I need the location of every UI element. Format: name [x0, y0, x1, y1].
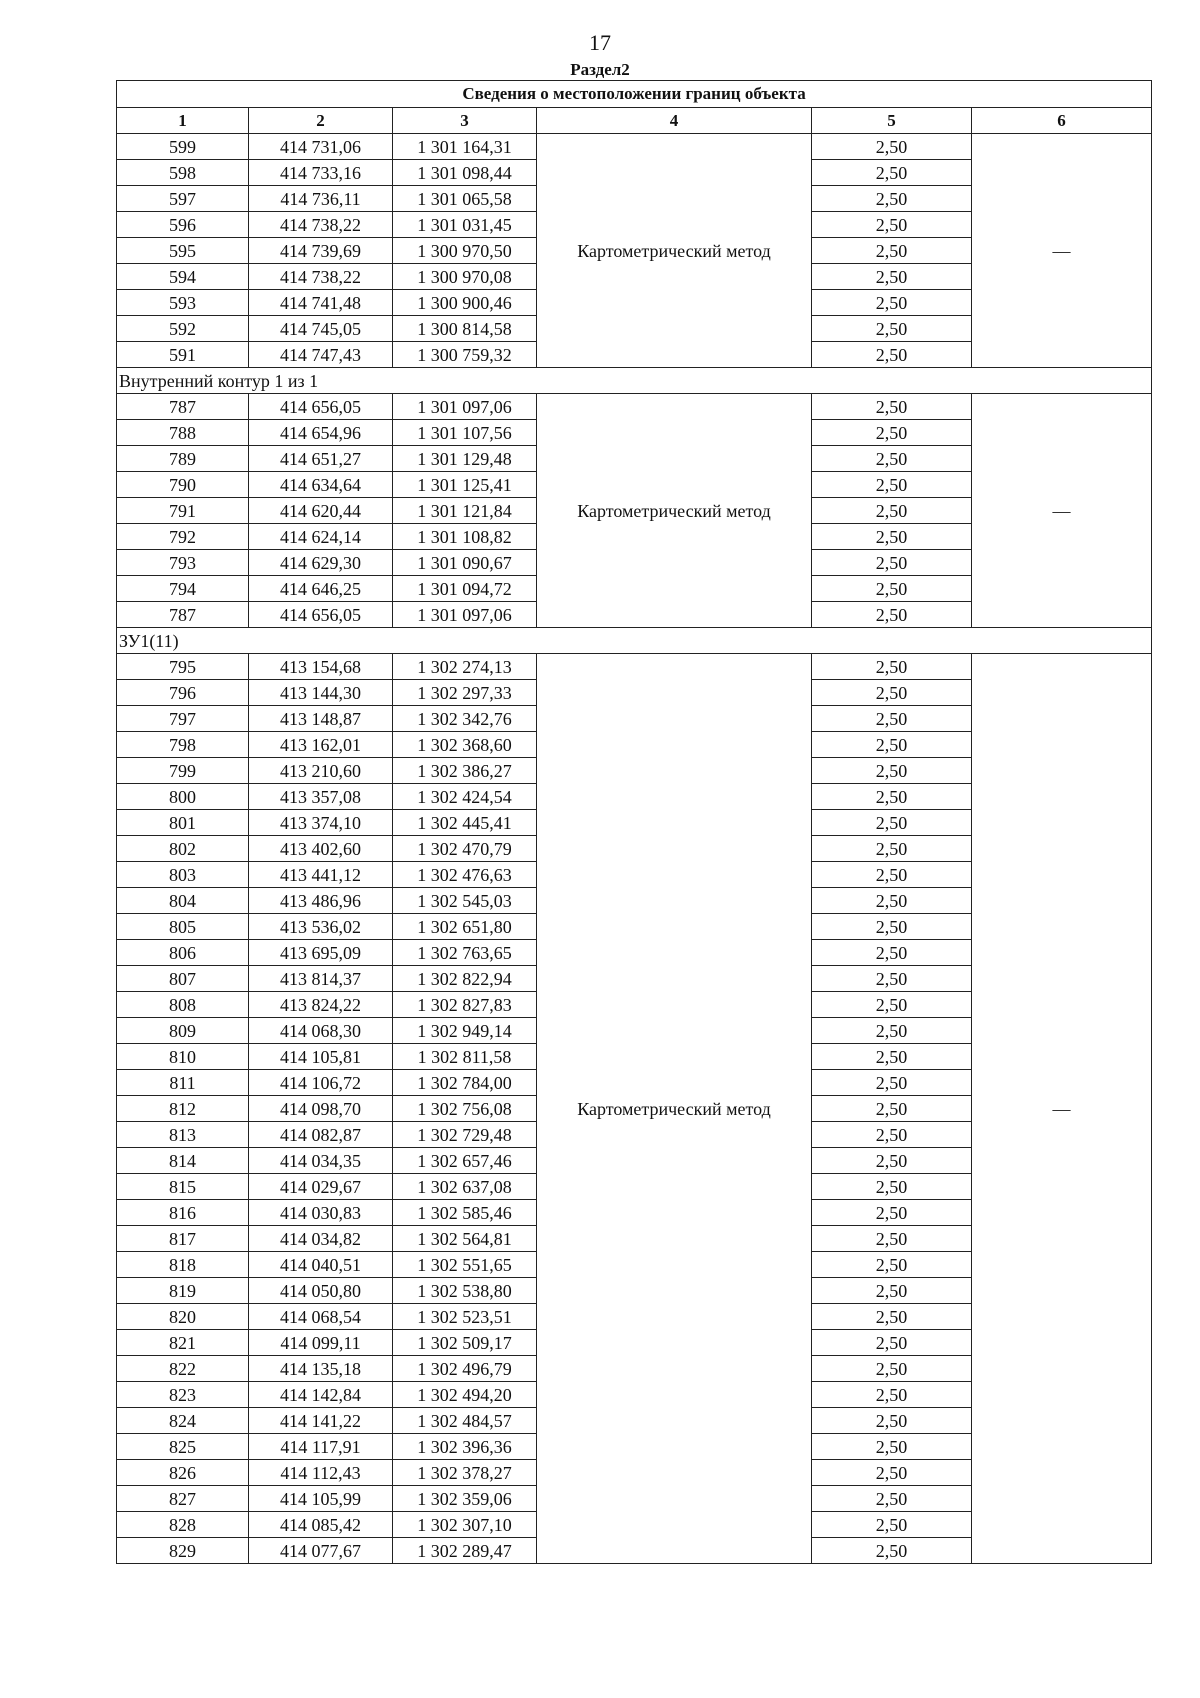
x-coordinate-cell: 414 135,18: [249, 1356, 393, 1382]
accuracy-cell: 2,50: [812, 420, 972, 446]
point-number-cell: 826: [117, 1460, 249, 1486]
point-number-cell: 593: [117, 290, 249, 316]
column-header: 6: [972, 108, 1152, 134]
point-number-cell: 789: [117, 446, 249, 472]
accuracy-cell: 2,50: [812, 706, 972, 732]
accuracy-cell: 2,50: [812, 732, 972, 758]
y-coordinate-cell: 1 302 637,08: [393, 1174, 537, 1200]
accuracy-cell: 2,50: [812, 784, 972, 810]
y-coordinate-cell: 1 300 759,32: [393, 342, 537, 368]
x-coordinate-cell: 414 747,43: [249, 342, 393, 368]
y-coordinate-cell: 1 300 970,50: [393, 238, 537, 264]
column-6-cell: —: [972, 394, 1152, 628]
point-number-cell: 821: [117, 1330, 249, 1356]
x-coordinate-cell: 414 068,30: [249, 1018, 393, 1044]
column-6-cell: —: [972, 134, 1152, 368]
column-header: 2: [249, 108, 393, 134]
point-number-cell: 829: [117, 1538, 249, 1564]
accuracy-cell: 2,50: [812, 290, 972, 316]
y-coordinate-cell: 1 301 031,45: [393, 212, 537, 238]
y-coordinate-cell: 1 302 756,08: [393, 1096, 537, 1122]
y-coordinate-cell: 1 302 359,06: [393, 1486, 537, 1512]
accuracy-cell: 2,50: [812, 134, 972, 160]
x-coordinate-cell: 413 486,96: [249, 888, 393, 914]
x-coordinate-cell: 413 154,68: [249, 654, 393, 680]
accuracy-cell: 2,50: [812, 1174, 972, 1200]
y-coordinate-cell: 1 302 470,79: [393, 836, 537, 862]
point-number-cell: 591: [117, 342, 249, 368]
point-number-cell: 802: [117, 836, 249, 862]
accuracy-cell: 2,50: [812, 836, 972, 862]
point-number-cell: 819: [117, 1278, 249, 1304]
accuracy-cell: 2,50: [812, 1096, 972, 1122]
point-number-cell: 810: [117, 1044, 249, 1070]
y-coordinate-cell: 1 302 307,10: [393, 1512, 537, 1538]
point-number-cell: 828: [117, 1512, 249, 1538]
y-coordinate-cell: 1 302 763,65: [393, 940, 537, 966]
y-coordinate-cell: 1 302 564,81: [393, 1226, 537, 1252]
x-coordinate-cell: 414 099,11: [249, 1330, 393, 1356]
y-coordinate-cell: 1 302 496,79: [393, 1356, 537, 1382]
point-number-cell: 790: [117, 472, 249, 498]
x-coordinate-cell: 413 162,01: [249, 732, 393, 758]
column-number-row: [117, 108, 1152, 134]
accuracy-cell: 2,50: [812, 1278, 972, 1304]
x-coordinate-cell: 414 030,83: [249, 1200, 393, 1226]
y-coordinate-cell: 1 301 164,31: [393, 134, 537, 160]
x-coordinate-cell: 413 148,87: [249, 706, 393, 732]
point-number-cell: 598: [117, 160, 249, 186]
accuracy-cell: 2,50: [812, 966, 972, 992]
contour-label: Внутренний контур 1 из 1: [117, 368, 1152, 394]
x-coordinate-cell: 413 357,08: [249, 784, 393, 810]
x-coordinate-cell: 413 536,02: [249, 914, 393, 940]
point-number-cell: 804: [117, 888, 249, 914]
x-coordinate-cell: 414 646,25: [249, 576, 393, 602]
accuracy-cell: 2,50: [812, 1486, 972, 1512]
y-coordinate-cell: 1 300 900,46: [393, 290, 537, 316]
accuracy-cell: 2,50: [812, 1382, 972, 1408]
point-number-cell: 597: [117, 186, 249, 212]
x-coordinate-cell: 414 050,80: [249, 1278, 393, 1304]
x-coordinate-cell: 414 112,43: [249, 1460, 393, 1486]
x-coordinate-cell: 414 731,06: [249, 134, 393, 160]
x-coordinate-cell: 414 098,70: [249, 1096, 393, 1122]
point-number-cell: 792: [117, 524, 249, 550]
y-coordinate-cell: 1 301 107,56: [393, 420, 537, 446]
y-coordinate-cell: 1 301 065,58: [393, 186, 537, 212]
x-coordinate-cell: 414 738,22: [249, 212, 393, 238]
x-coordinate-cell: 414 082,87: [249, 1122, 393, 1148]
y-coordinate-cell: 1 302 386,27: [393, 758, 537, 784]
accuracy-cell: 2,50: [812, 446, 972, 472]
y-coordinate-cell: 1 301 097,06: [393, 602, 537, 628]
accuracy-cell: 2,50: [812, 1538, 972, 1564]
y-coordinate-cell: 1 301 108,82: [393, 524, 537, 550]
accuracy-cell: 2,50: [812, 1252, 972, 1278]
point-number-cell: 812: [117, 1096, 249, 1122]
method-cell: Картометрический метод: [537, 654, 812, 1564]
accuracy-cell: 2,50: [812, 940, 972, 966]
x-coordinate-cell: 414 656,05: [249, 394, 393, 420]
x-coordinate-cell: 414 040,51: [249, 1252, 393, 1278]
point-number-cell: 809: [117, 1018, 249, 1044]
accuracy-cell: 2,50: [812, 862, 972, 888]
point-number-cell: 817: [117, 1226, 249, 1252]
y-coordinate-cell: 1 302 784,00: [393, 1070, 537, 1096]
column-header: 4: [537, 108, 812, 134]
x-coordinate-cell: 414 141,22: [249, 1408, 393, 1434]
accuracy-cell: 2,50: [812, 1018, 972, 1044]
x-coordinate-cell: 414 029,67: [249, 1174, 393, 1200]
contour-label: ЗУ1(11): [117, 628, 1152, 654]
y-coordinate-cell: 1 302 811,58: [393, 1044, 537, 1070]
y-coordinate-cell: 1 302 396,36: [393, 1434, 537, 1460]
accuracy-cell: 2,50: [812, 524, 972, 550]
accuracy-cell: 2,50: [812, 810, 972, 836]
point-number-cell: 807: [117, 966, 249, 992]
accuracy-cell: 2,50: [812, 1200, 972, 1226]
x-coordinate-cell: 414 624,14: [249, 524, 393, 550]
x-coordinate-cell: 414 068,54: [249, 1304, 393, 1330]
x-coordinate-cell: 414 736,11: [249, 186, 393, 212]
point-number-cell: 801: [117, 810, 249, 836]
section-title: Раздел2: [570, 60, 630, 79]
y-coordinate-cell: 1 302 657,46: [393, 1148, 537, 1174]
accuracy-cell: 2,50: [812, 472, 972, 498]
point-number-cell: 793: [117, 550, 249, 576]
point-number-cell: 596: [117, 212, 249, 238]
contour-label-row: [117, 628, 1152, 654]
table-row: [117, 654, 1152, 680]
y-coordinate-cell: 1 301 121,84: [393, 498, 537, 524]
x-coordinate-cell: 414 620,44: [249, 498, 393, 524]
accuracy-cell: 2,50: [812, 1460, 972, 1486]
accuracy-cell: 2,50: [812, 550, 972, 576]
x-coordinate-cell: 414 142,84: [249, 1382, 393, 1408]
x-coordinate-cell: 414 105,81: [249, 1044, 393, 1070]
y-coordinate-cell: 1 302 445,41: [393, 810, 537, 836]
accuracy-cell: 2,50: [812, 238, 972, 264]
point-number-cell: 815: [117, 1174, 249, 1200]
y-coordinate-cell: 1 301 094,72: [393, 576, 537, 602]
y-coordinate-cell: 1 301 097,06: [393, 394, 537, 420]
point-number-cell: 791: [117, 498, 249, 524]
column-header: 5: [812, 108, 972, 134]
x-coordinate-cell: 413 210,60: [249, 758, 393, 784]
accuracy-cell: 2,50: [812, 654, 972, 680]
y-coordinate-cell: 1 301 129,48: [393, 446, 537, 472]
contour-label-row: [117, 368, 1152, 394]
accuracy-cell: 2,50: [812, 160, 972, 186]
page-number: 17: [589, 30, 611, 55]
accuracy-cell: 2,50: [812, 680, 972, 706]
x-coordinate-cell: 414 656,05: [249, 602, 393, 628]
point-number-cell: 813: [117, 1122, 249, 1148]
column-6-cell: —: [972, 654, 1152, 1564]
accuracy-cell: 2,50: [812, 1434, 972, 1460]
y-coordinate-cell: 1 300 970,08: [393, 264, 537, 290]
y-coordinate-cell: 1 302 424,54: [393, 784, 537, 810]
accuracy-cell: 2,50: [812, 1122, 972, 1148]
accuracy-cell: 2,50: [812, 1044, 972, 1070]
y-coordinate-cell: 1 302 523,51: [393, 1304, 537, 1330]
point-number-cell: 797: [117, 706, 249, 732]
y-coordinate-cell: 1 302 651,80: [393, 914, 537, 940]
x-coordinate-cell: 414 106,72: [249, 1070, 393, 1096]
y-coordinate-cell: 1 301 098,44: [393, 160, 537, 186]
point-number-cell: 805: [117, 914, 249, 940]
point-number-cell: 827: [117, 1486, 249, 1512]
accuracy-cell: 2,50: [812, 1330, 972, 1356]
accuracy-cell: 2,50: [812, 758, 972, 784]
y-coordinate-cell: 1 302 289,47: [393, 1538, 537, 1564]
point-number-cell: 811: [117, 1070, 249, 1096]
accuracy-cell: 2,50: [812, 1408, 972, 1434]
table-body: [117, 134, 1152, 1564]
method-cell: Картометрический метод: [537, 134, 812, 368]
y-coordinate-cell: 1 302 827,83: [393, 992, 537, 1018]
x-coordinate-cell: 414 085,42: [249, 1512, 393, 1538]
accuracy-cell: 2,50: [812, 186, 972, 212]
point-number-cell: 816: [117, 1200, 249, 1226]
x-coordinate-cell: 414 117,91: [249, 1434, 393, 1460]
point-number-cell: 824: [117, 1408, 249, 1434]
y-coordinate-cell: 1 301 125,41: [393, 472, 537, 498]
boundary-coordinates-table: [116, 80, 1152, 1564]
accuracy-cell: 2,50: [812, 1356, 972, 1382]
x-coordinate-cell: 414 741,48: [249, 290, 393, 316]
table-row: [117, 394, 1152, 420]
point-number-cell: 800: [117, 784, 249, 810]
y-coordinate-cell: 1 302 368,60: [393, 732, 537, 758]
accuracy-cell: 2,50: [812, 212, 972, 238]
y-coordinate-cell: 1 302 822,94: [393, 966, 537, 992]
point-number-cell: 808: [117, 992, 249, 1018]
accuracy-cell: 2,50: [812, 264, 972, 290]
accuracy-cell: 2,50: [812, 394, 972, 420]
point-number-cell: 799: [117, 758, 249, 784]
point-number-cell: 818: [117, 1252, 249, 1278]
column-header: 1: [117, 108, 249, 134]
x-coordinate-cell: 414 654,96: [249, 420, 393, 446]
accuracy-cell: 2,50: [812, 342, 972, 368]
accuracy-cell: 2,50: [812, 992, 972, 1018]
point-number-cell: 787: [117, 602, 249, 628]
x-coordinate-cell: 414 739,69: [249, 238, 393, 264]
accuracy-cell: 2,50: [812, 498, 972, 524]
point-number-cell: 594: [117, 264, 249, 290]
y-coordinate-cell: 1 302 476,63: [393, 862, 537, 888]
point-number-cell: 599: [117, 134, 249, 160]
table-caption-row: [117, 81, 1152, 108]
x-coordinate-cell: 414 733,16: [249, 160, 393, 186]
x-coordinate-cell: 413 144,30: [249, 680, 393, 706]
accuracy-cell: 2,50: [812, 1226, 972, 1252]
point-number-cell: 806: [117, 940, 249, 966]
y-coordinate-cell: 1 302 949,14: [393, 1018, 537, 1044]
x-coordinate-cell: 414 034,82: [249, 1226, 393, 1252]
column-header: 3: [393, 108, 537, 134]
point-number-cell: 595: [117, 238, 249, 264]
point-number-cell: 814: [117, 1148, 249, 1174]
x-coordinate-cell: 414 745,05: [249, 316, 393, 342]
point-number-cell: 803: [117, 862, 249, 888]
table-caption: Сведения о местоположении границ объекта: [117, 81, 1152, 108]
y-coordinate-cell: 1 302 538,80: [393, 1278, 537, 1304]
accuracy-cell: 2,50: [812, 1148, 972, 1174]
y-coordinate-cell: 1 302 585,46: [393, 1200, 537, 1226]
y-coordinate-cell: 1 302 494,20: [393, 1382, 537, 1408]
x-coordinate-cell: 414 034,35: [249, 1148, 393, 1174]
x-coordinate-cell: 414 634,64: [249, 472, 393, 498]
y-coordinate-cell: 1 302 509,17: [393, 1330, 537, 1356]
y-coordinate-cell: 1 302 729,48: [393, 1122, 537, 1148]
point-number-cell: 787: [117, 394, 249, 420]
x-coordinate-cell: 413 374,10: [249, 810, 393, 836]
point-number-cell: 592: [117, 316, 249, 342]
accuracy-cell: 2,50: [812, 576, 972, 602]
y-coordinate-cell: 1 302 545,03: [393, 888, 537, 914]
accuracy-cell: 2,50: [812, 914, 972, 940]
x-coordinate-cell: 414 077,67: [249, 1538, 393, 1564]
x-coordinate-cell: 414 105,99: [249, 1486, 393, 1512]
method-cell: Картометрический метод: [537, 394, 812, 628]
accuracy-cell: 2,50: [812, 888, 972, 914]
accuracy-cell: 2,50: [812, 316, 972, 342]
point-number-cell: 822: [117, 1356, 249, 1382]
y-coordinate-cell: 1 301 090,67: [393, 550, 537, 576]
y-coordinate-cell: 1 302 297,33: [393, 680, 537, 706]
x-coordinate-cell: 413 441,12: [249, 862, 393, 888]
point-number-cell: 798: [117, 732, 249, 758]
y-coordinate-cell: 1 302 484,57: [393, 1408, 537, 1434]
point-number-cell: 795: [117, 654, 249, 680]
table-row: [117, 134, 1152, 160]
x-coordinate-cell: 414 629,30: [249, 550, 393, 576]
x-coordinate-cell: 413 402,60: [249, 836, 393, 862]
accuracy-cell: 2,50: [812, 1304, 972, 1330]
x-coordinate-cell: 413 824,22: [249, 992, 393, 1018]
point-number-cell: 796: [117, 680, 249, 706]
x-coordinate-cell: 413 814,37: [249, 966, 393, 992]
x-coordinate-cell: 414 738,22: [249, 264, 393, 290]
accuracy-cell: 2,50: [812, 1070, 972, 1096]
point-number-cell: 794: [117, 576, 249, 602]
x-coordinate-cell: 413 695,09: [249, 940, 393, 966]
accuracy-cell: 2,50: [812, 602, 972, 628]
accuracy-cell: 2,50: [812, 1512, 972, 1538]
point-number-cell: 823: [117, 1382, 249, 1408]
point-number-cell: 820: [117, 1304, 249, 1330]
x-coordinate-cell: 414 651,27: [249, 446, 393, 472]
y-coordinate-cell: 1 302 274,13: [393, 654, 537, 680]
y-coordinate-cell: 1 300 814,58: [393, 316, 537, 342]
y-coordinate-cell: 1 302 342,76: [393, 706, 537, 732]
y-coordinate-cell: 1 302 551,65: [393, 1252, 537, 1278]
y-coordinate-cell: 1 302 378,27: [393, 1460, 537, 1486]
point-number-cell: 788: [117, 420, 249, 446]
point-number-cell: 825: [117, 1434, 249, 1460]
